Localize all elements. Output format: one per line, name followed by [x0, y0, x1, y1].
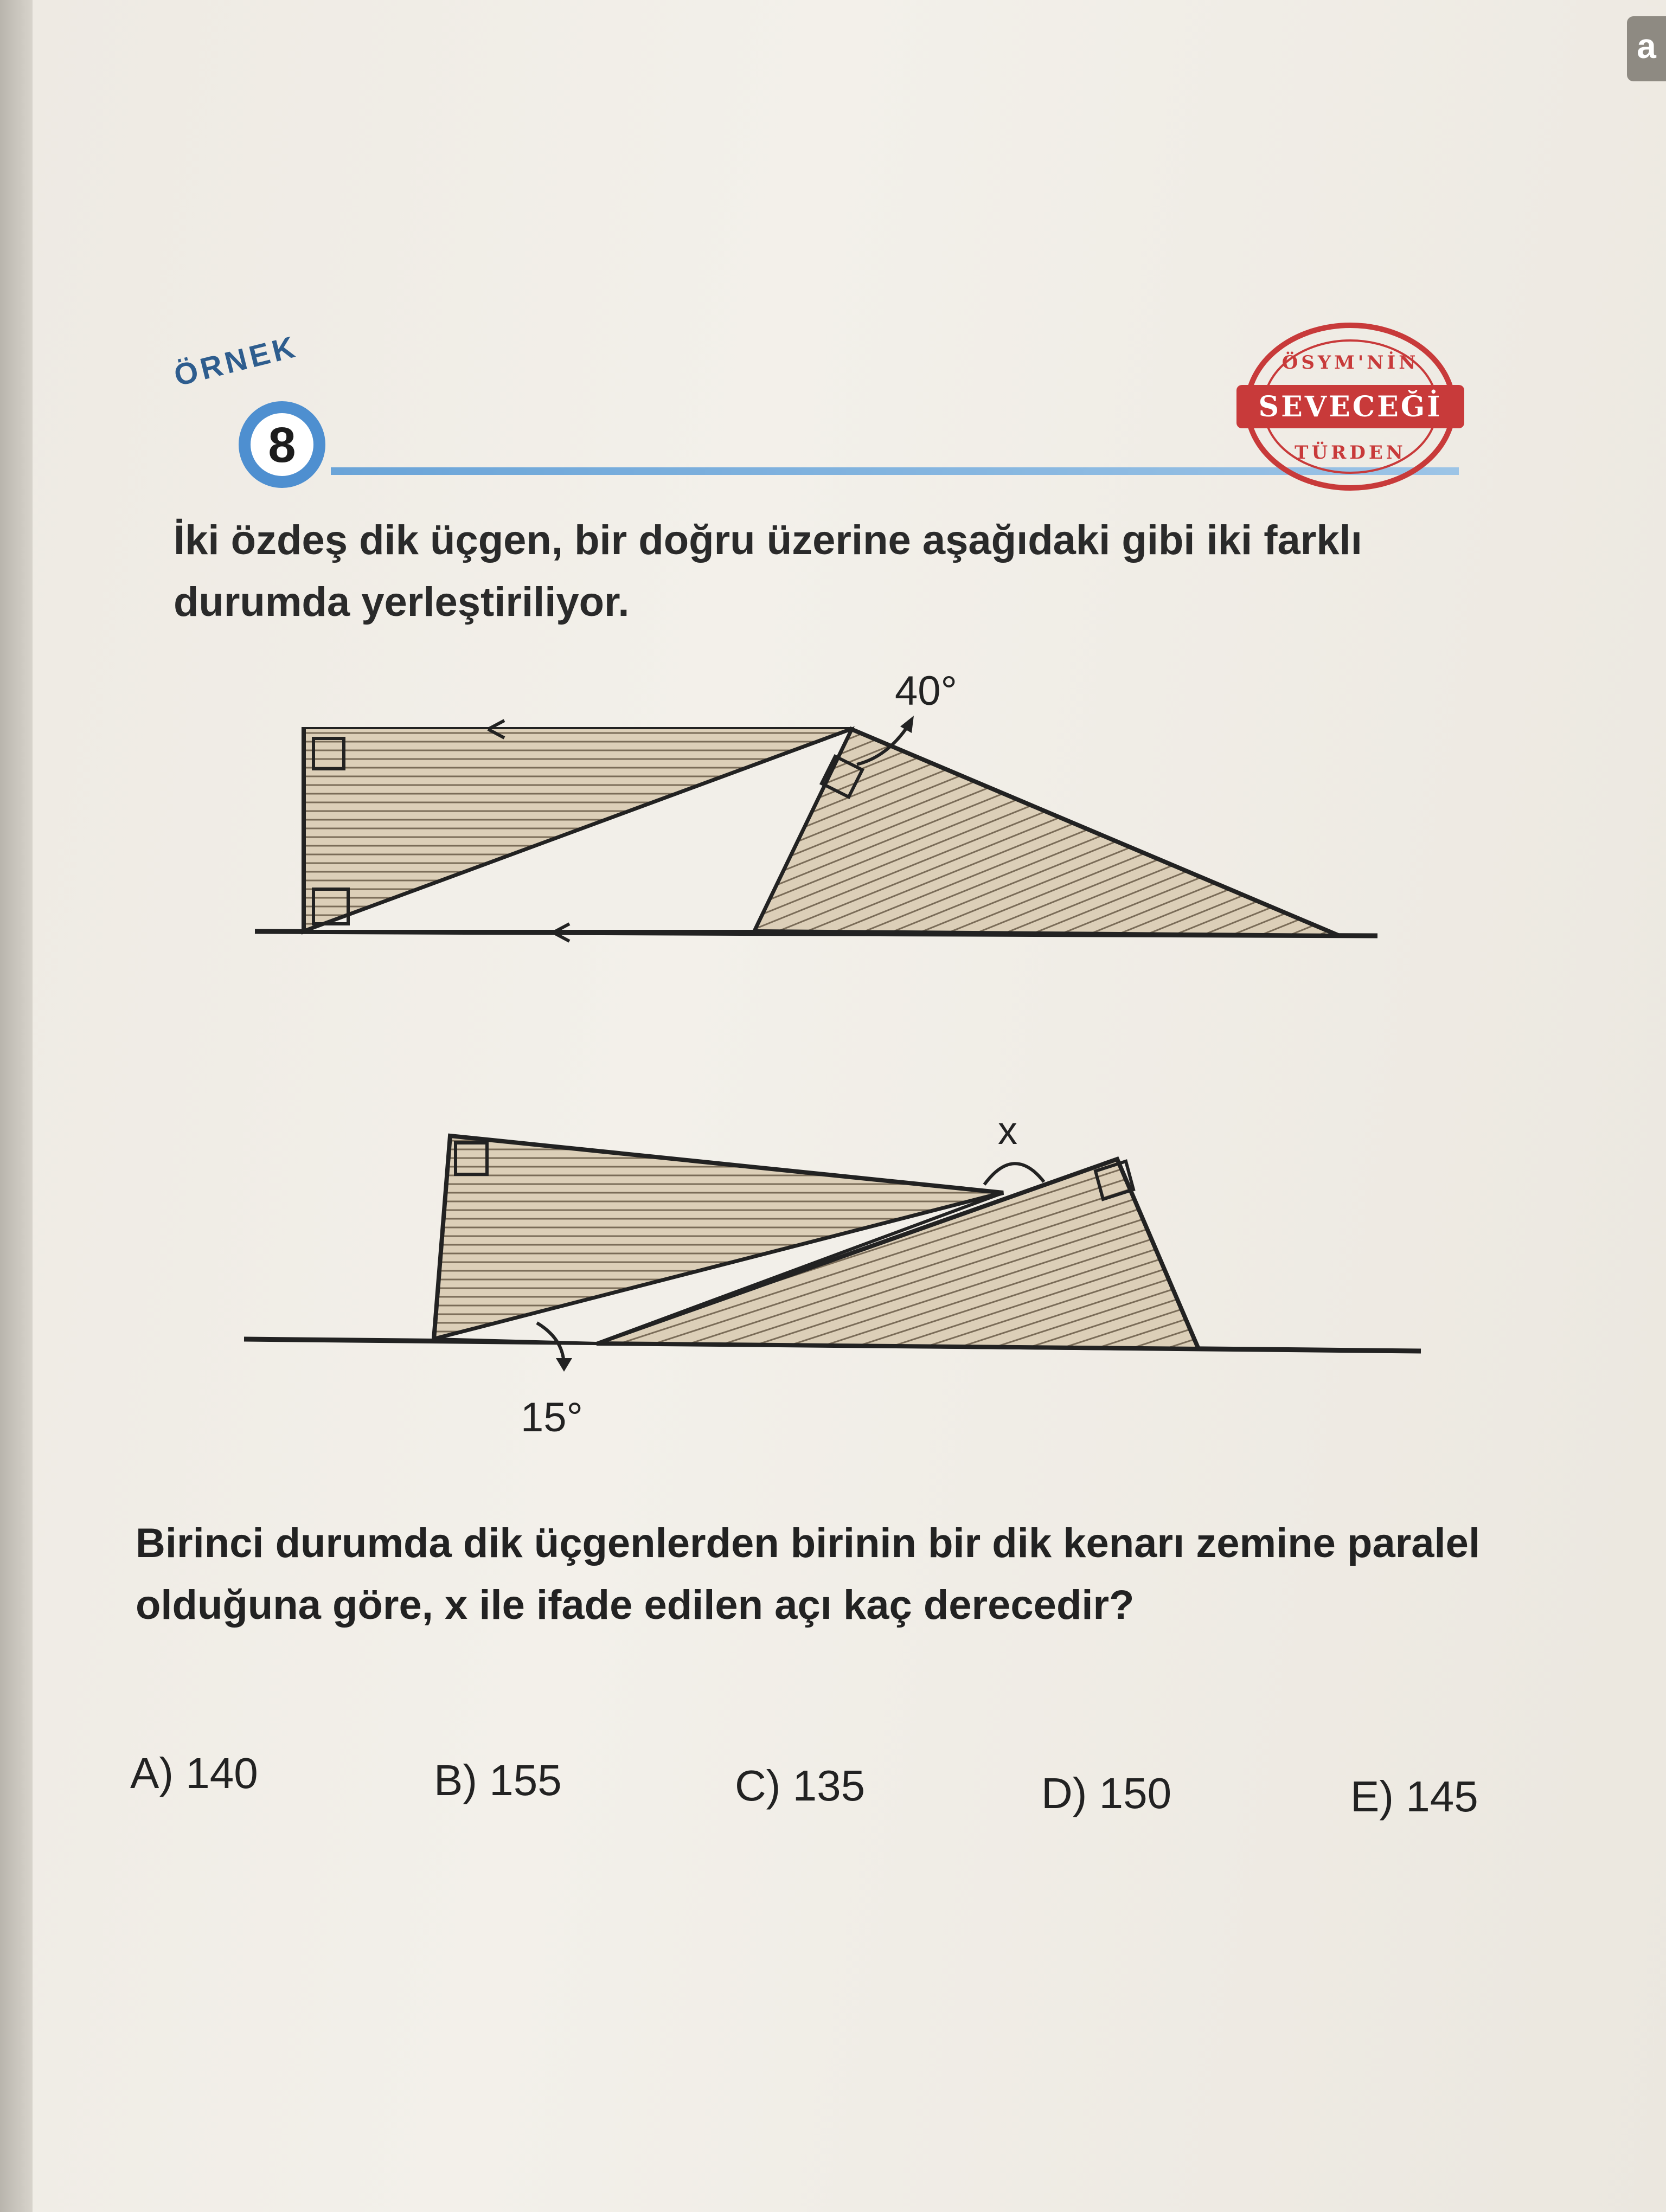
choice-d[interactable]: D) 150 — [1041, 1769, 1172, 1817]
angle-arrowhead-40 — [900, 716, 914, 733]
choice-a[interactable]: A) 140 — [130, 1749, 258, 1797]
case-two-diagram — [244, 1109, 1421, 1441]
angle-label-x: x — [998, 1109, 1017, 1153]
example-number-badge: 8 — [239, 401, 325, 488]
example-label: ÖRNEK — [170, 329, 302, 393]
case-one-diagram — [255, 668, 1377, 941]
question-intro: İki özdeş dik üçgen, bir doğru üzerine aşağıdaki gibi iki farklı durumda yerleştiriliyor. — [174, 517, 1362, 625]
question-prompt: Birinci durumda dik üçgenlerden birinin bir dik kenarı zemine paralel olduğuna göre, x ile ifade edilen açı kaç derecedir? — [136, 1520, 1481, 1628]
choice-c[interactable]: C) 135 — [735, 1761, 866, 1810]
stamp-top-text: ÖSYM'NİN — [1281, 352, 1419, 374]
stamp-middle-text: SEVECEĞİ — [1258, 390, 1443, 423]
choice-e[interactable]: E) 145 — [1350, 1772, 1478, 1821]
angle-label-15: 15° — [521, 1394, 583, 1441]
angle-arrowhead-15 — [556, 1358, 572, 1372]
angle-label-40: 40° — [895, 668, 957, 714]
choice-b[interactable]: B) 155 — [434, 1756, 562, 1804]
angle-arc-x — [984, 1163, 1044, 1185]
stamp-bottom-text: TÜRDEN — [1295, 442, 1406, 464]
page-corner-tab: a — [1627, 16, 1666, 81]
